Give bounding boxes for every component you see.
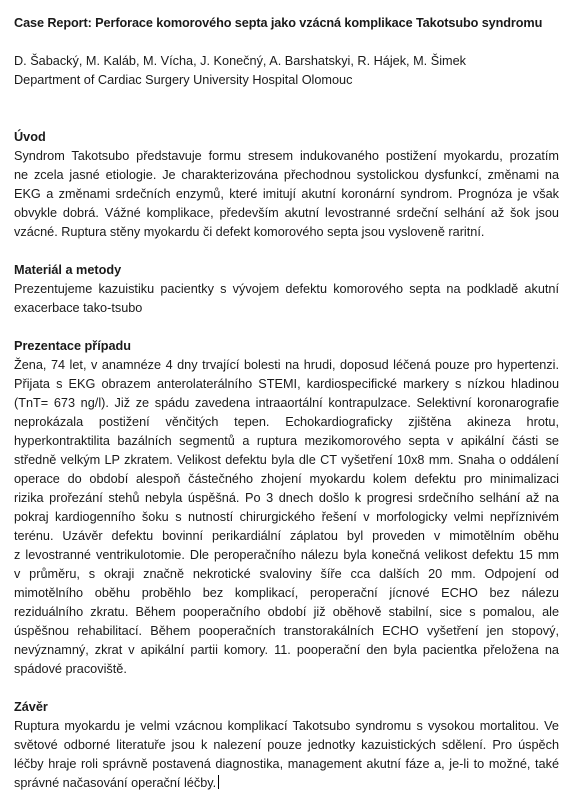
text-line: reziduálního zkratu. Během pooperačního období již oběhově stabilní, sice s pomalou, ale xyxy=(14,605,559,619)
text-line: pokraj kardiogenního šoku s nutností chirurgického řešení v morfologicky velmi nepříznivém xyxy=(14,510,559,524)
text-line: Žena, 74 let, v anamnéze 4 dny trvající bolesti na hrudi, doposud léčená pouze pro hypertenzi. xyxy=(14,358,559,372)
text-line: (TnT= 673 ng/l). Již ze spádu zavedena intraaortální kontrapulzace. Selektivní koronarografie xyxy=(14,396,559,410)
section-heading-pripad: Prezentace případu xyxy=(14,339,132,353)
department-line: Department of Cardiac Surgery University Hospital Olomouc xyxy=(14,73,353,87)
section-metody xyxy=(14,261,559,318)
text-line: terénu. Uzávěr defektu bovinní perikardiální záplatou byl proveden v mimotělním oběhu xyxy=(14,529,559,543)
paragraph-uvod xyxy=(14,147,559,242)
text-line: exacerbace tako-tsubo xyxy=(14,301,143,315)
paragraph-pripad xyxy=(14,356,559,679)
section-heading-zaver: Závěr xyxy=(14,700,48,714)
section-zaver xyxy=(14,698,559,793)
text-line: ne zcela jasné etiologie. Je charakterizována přechodnou systolickou dysfunkcí, změnami na xyxy=(14,168,559,182)
text-line: Ruptura myokardu je velmi vzácnou komplikací Takotsubo syndromu s vysokou mortalitou. Ve xyxy=(14,719,559,733)
paragraph-metody xyxy=(14,280,559,318)
text-line: z levostranné ventrikulotomie. Dle peroperačního nálezu byla konečná velikost defektu 15 mm xyxy=(14,548,559,562)
paragraph-zaver xyxy=(14,717,559,793)
text-line: neprokázala postižení věnčitých tepen. Echokardiograficky zjištěna akineza hrotu, xyxy=(14,415,559,429)
authors-line: D. Šabacký, M. Kaláb, M. Vícha, J. Konečný, A. Barshatskyi, R. Hájek, M. Šimek xyxy=(14,54,466,68)
text-line: rizika prořezání stehů nebyla úspěšná. Po 3 dnech došlo k progresi srdečního selhání až na xyxy=(14,491,559,505)
section-pripad xyxy=(14,337,559,679)
text-line: operace do období alespoň částečného zhojení myokardu kolem defektu pro minimalizaci xyxy=(14,472,559,486)
text-line: obvykle dobrá. Vážné komplikace, především akutní levostranné srdeční selhání až šok jsou xyxy=(14,206,559,220)
text-line: úspěšnou rehabilitací. Během pooperačních transtorakálních ECHO vyšetření jen stopový, xyxy=(14,624,559,638)
section-heading-uvod: Úvod xyxy=(14,130,46,144)
text-line: Přijata s EKG obrazem anterolaterálního STEMI, kardiospecifické markery s nízkou hladinou xyxy=(14,377,559,391)
text-line: nevýznamný, zkrat v apikální partii komory. 11. pooperační den byla pacientka přeložena na xyxy=(14,643,559,657)
text-line: mimotělního oběhu proběhlo bez komplikací, peroperační jícnové ECHO bez nálezu xyxy=(14,586,559,600)
report-title: Case Report: Perforace komorového septa jako vzácná komplikace Takotsubo syndromu xyxy=(14,16,543,30)
text-line: v průměru, s okraji značně nekrotické svaloviny šíře cca dalších 20 mm. Odpojení od xyxy=(14,567,559,581)
text-line: Prezentujeme kazuistiku pacientky s vývojem defektu komorového septa na podkladě akutní xyxy=(14,282,559,296)
last-text-line xyxy=(14,774,559,793)
document-page[interactable] xyxy=(14,14,559,793)
text-line: EKG a změnami srdečních enzymů, které imitují akutní koronární syndrom. Prognóza je však xyxy=(14,187,559,201)
section-heading-metody: Materiál a metody xyxy=(14,263,122,277)
text-cursor xyxy=(218,775,219,789)
text-line: středně velkým LP zkratem. Velikost defektu byla dle CT vyšetření 10x8 mm. Snaha o oddálení xyxy=(14,453,559,467)
text-line: správné načasování operační léčby. xyxy=(14,776,217,790)
text-line: spádové pracoviště. xyxy=(14,662,127,676)
text-line: světové odborné literatuře jsou k nalezení pouze jednotky kazuistických sdělení. Pro úspěch xyxy=(14,738,559,752)
text-line: Syndrom Takotsubo představuje formu stresem indukovaného postižení myokardu, prozatím xyxy=(14,149,559,163)
text-line: vzácné. Ruptura stěny myokardu či defekt komorového septa jsou vysloveně raritní. xyxy=(14,225,485,239)
text-line: hyperkontraktilita bazálních segmentů a ruptura mezikomorového septa v apikální části se xyxy=(14,434,559,448)
text-line: léčby hraje roli správně postavená diagnostika, management akutní fáze a, je-li to možné, také xyxy=(14,757,559,771)
section-uvod xyxy=(14,128,559,242)
